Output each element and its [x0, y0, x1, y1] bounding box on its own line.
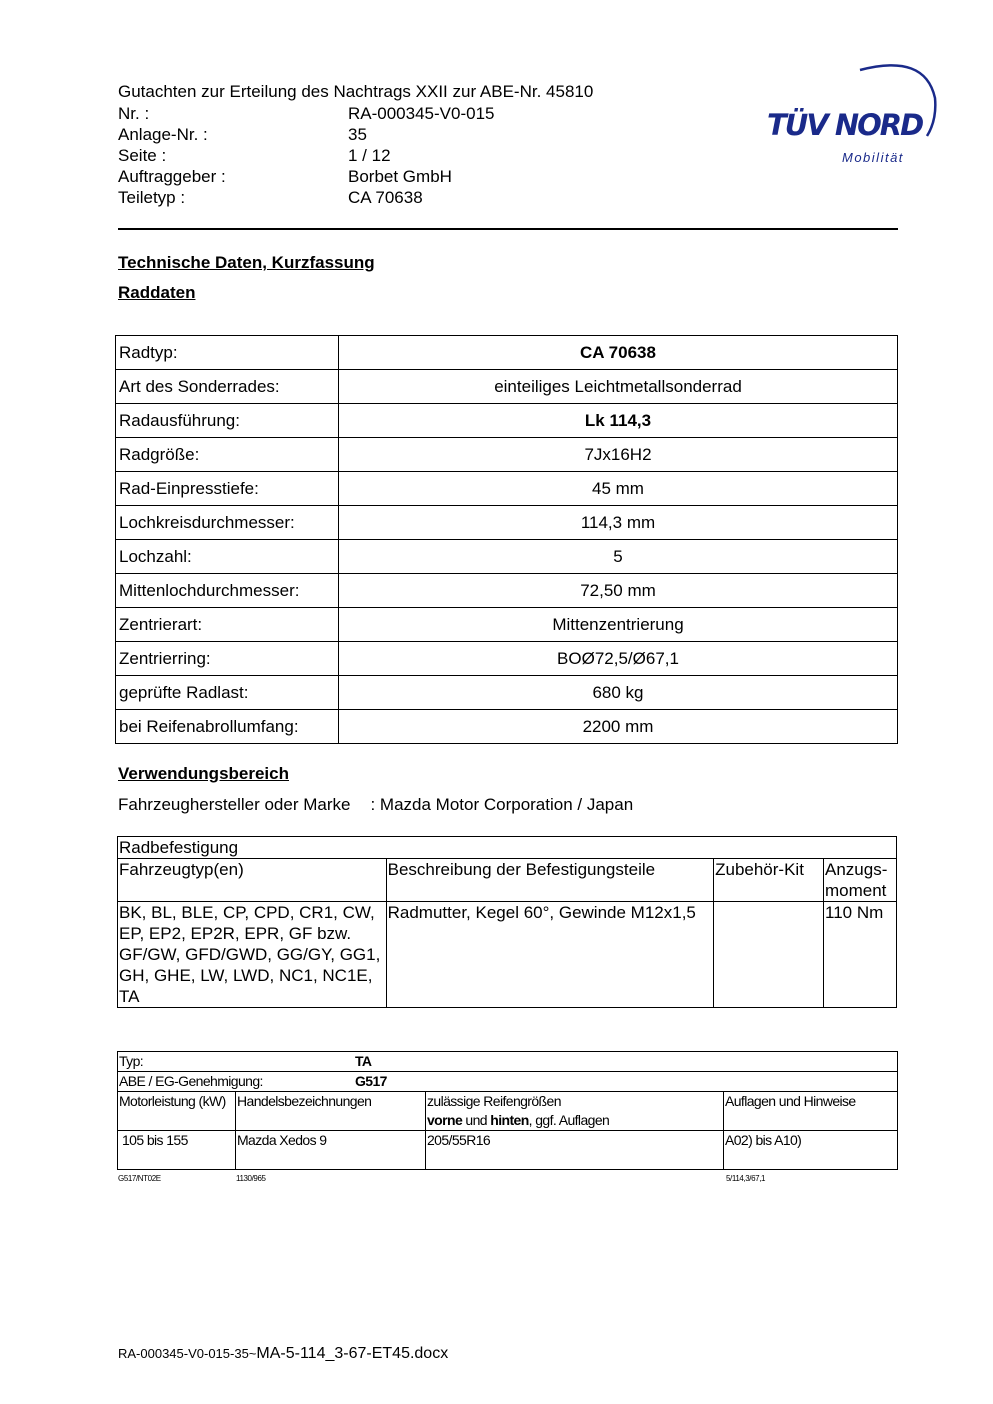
row-value: CA 70638	[339, 336, 898, 370]
row-value: 680 kg	[339, 676, 898, 710]
footer-part2: MA-5-114_3-67-ET45.docx	[256, 1345, 449, 1362]
header-value: Borbet GmbH	[348, 167, 452, 186]
code-masse: 1130/965	[236, 1174, 266, 1183]
table-row	[118, 1072, 898, 1092]
typ-value: TA	[355, 1053, 372, 1069]
table-row	[116, 710, 898, 744]
row-value: 45 mm	[339, 472, 898, 506]
raddaten-table	[115, 335, 898, 744]
document-title: Gutachten zur Erteilung des Nachtrags XXII zur ABE-Nr. 45810	[118, 82, 594, 101]
code-genehmigung: G517/NT02E	[118, 1174, 161, 1183]
section-raddaten: Raddaten	[118, 283, 196, 302]
reifen-rest: , ggf. Auflagen	[528, 1112, 610, 1128]
table-row	[116, 642, 898, 676]
zubehoer-kit	[714, 902, 824, 1008]
row-label: geprüfte Radlast:	[116, 676, 339, 710]
table-header-row	[118, 859, 897, 902]
table-row	[116, 370, 898, 404]
abe-value: G517	[355, 1073, 387, 1089]
header-handelsbezeichnungen: Handelsbezeichnungen	[236, 1092, 426, 1131]
row-value: 2200 mm	[339, 710, 898, 744]
header-value: 35	[348, 125, 367, 144]
reifengroesse: 205/55R16	[426, 1131, 724, 1170]
footer-filename	[118, 1345, 448, 1363]
table-row	[116, 336, 898, 370]
header-label: Nr. :	[118, 104, 150, 123]
fahrzeugtypen: BK, BL, BLE, CP, CPD, CR1, CW, EP, EP2, EP2R, EPR, GF bzw. GF/GW, GFD/GWD, GG/GY, GG1, GH, GHE, LW, LWD, NC1, NC1E, TA	[118, 902, 387, 1008]
table-row	[118, 1131, 898, 1170]
auflagen: A02) bis A10)	[724, 1131, 898, 1170]
logo-subtitle: Mobilität	[842, 150, 904, 165]
header-label: Anlage-Nr. :	[118, 125, 208, 144]
row-label: Radtyp:	[116, 336, 339, 370]
reifen-und: und	[462, 1112, 491, 1128]
manufacturer-label: Fahrzeughersteller oder Marke	[118, 795, 351, 814]
table-row	[116, 506, 898, 540]
footer-part1: RA-000345-V0-015-35~	[118, 1346, 257, 1361]
header-value: CA 70638	[348, 188, 423, 207]
row-value: 72,50 mm	[339, 574, 898, 608]
row-value: Lk 114,3	[339, 404, 898, 438]
typ-table	[117, 1051, 898, 1170]
row-label: Radausführung:	[116, 404, 339, 438]
row-label: Zentrierring:	[116, 642, 339, 676]
header-zubehoer: Zubehör-Kit	[714, 859, 824, 902]
motorleistung: 105 bis 155	[118, 1131, 236, 1170]
header-value: 1 / 12	[348, 146, 391, 165]
row-value: 5	[339, 540, 898, 574]
row-label: Art des Sonderrades:	[116, 370, 339, 404]
manufacturer-line	[118, 795, 633, 815]
typ-label: Typ:	[119, 1053, 144, 1069]
row-label: Lochzahl:	[116, 540, 339, 574]
header-beschreibung: Beschreibung der Befestigungsteile	[386, 859, 713, 902]
table-row	[118, 837, 897, 859]
table-row	[118, 1052, 898, 1072]
header-motorleistung: Motorleistung (kW)	[118, 1092, 236, 1131]
befestigungsteile: Radmutter, Kegel 60°, Gewinde M12x1,5	[386, 902, 713, 1008]
tuv-nord-logo	[765, 58, 945, 170]
table-row	[116, 574, 898, 608]
row-label: bei Reifenabrollumfang:	[116, 710, 339, 744]
abe-row	[118, 1072, 898, 1092]
abe-label: ABE / EG-Genehmigung:	[119, 1073, 263, 1089]
section-technische-daten: Technische Daten, Kurzfassung	[118, 253, 375, 272]
table-row	[116, 404, 898, 438]
anzugsmoment: 110 Nm	[824, 902, 897, 1008]
header-anzugsmoment: Anzugs-moment	[824, 859, 897, 902]
header-fahrzeugtyp: Fahrzeugtyp(en)	[118, 859, 387, 902]
table-row	[116, 438, 898, 472]
table-row	[116, 676, 898, 710]
header-auflagen: Auflagen und Hinweise	[724, 1092, 898, 1131]
row-label: Radgröße:	[116, 438, 339, 472]
row-value: Mittenzentrierung	[339, 608, 898, 642]
radbefestigung-title: Radbefestigung	[118, 837, 897, 859]
table-row	[118, 902, 897, 1008]
header-reifengroessen	[426, 1092, 724, 1131]
row-value: einteiliges Leichtmetallsonderrad	[339, 370, 898, 404]
manufacturer-separator: :	[370, 795, 376, 814]
row-value: 7Jx16H2	[339, 438, 898, 472]
header-label: Seite :	[118, 146, 167, 165]
manufacturer-value: Mazda Motor Corporation / Japan	[379, 795, 634, 814]
code-lochkreis: 5/114,3/67,1	[726, 1174, 766, 1183]
row-label: Lochkreisdurchmesser:	[116, 506, 339, 540]
table-row	[116, 608, 898, 642]
row-label: Zentrierart:	[116, 608, 339, 642]
handelsbezeichnung: Mazda Xedos 9	[236, 1131, 426, 1170]
section-verwendungsbereich: Verwendungsbereich	[118, 764, 289, 783]
radbefestigung-table	[117, 836, 897, 1008]
row-label: Rad-Einpresstiefe:	[116, 472, 339, 506]
logo-brand: TÜV NORD	[767, 108, 923, 142]
reifen-vorne: vorne	[427, 1112, 463, 1128]
table-row	[116, 472, 898, 506]
header-divider	[118, 228, 898, 230]
row-label: Mittenlochdurchmesser:	[116, 574, 339, 608]
header-label: Teiletyp :	[118, 188, 186, 207]
table-row	[116, 540, 898, 574]
row-value: 114,3 mm	[339, 506, 898, 540]
table-header-row	[118, 1092, 898, 1131]
typ-row	[118, 1052, 898, 1072]
header-value: RA-000345-V0-015	[348, 104, 495, 123]
header-label: Auftraggeber :	[118, 167, 226, 186]
row-value: BOØ72,5/Ø67,1	[339, 642, 898, 676]
reifen-hinten: hinten	[490, 1112, 529, 1128]
reifen-header-line1: zulässige Reifengrößen	[427, 1093, 561, 1109]
